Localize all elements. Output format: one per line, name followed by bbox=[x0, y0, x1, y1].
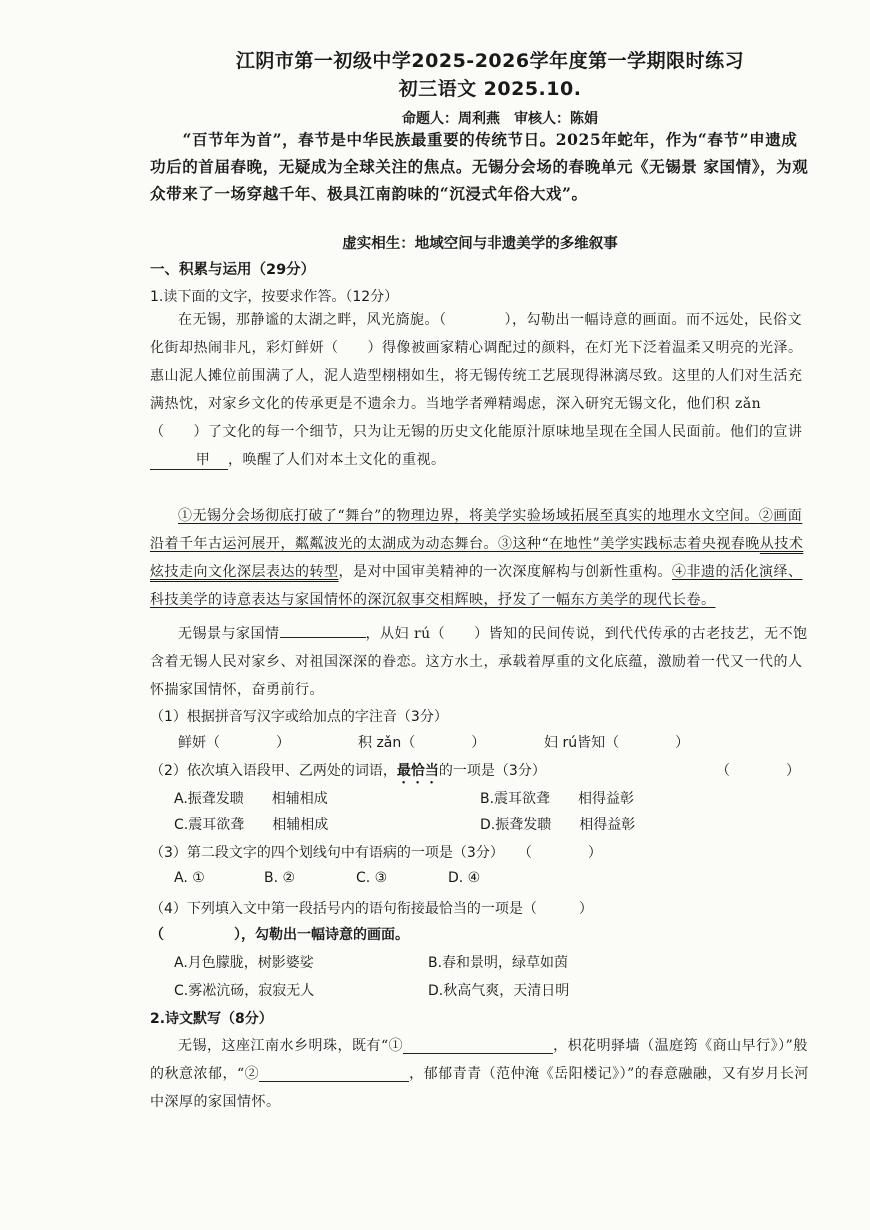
sub-question-1: （1）根据拼音写汉字或给加点的字注音（3分） bbox=[150, 709, 448, 725]
underlined-sentence-1: ①无锡分会场彻底打破了“舞台”的物理边界，将美学实验场域拓展至真实的地理水文空间。 bbox=[178, 508, 759, 524]
underlined-sentence-3b: 从技术炫技走向文化深层表达的转型 bbox=[150, 536, 804, 580]
passage-p1-end: ，唤醒了人们对本土文化的重视。 bbox=[228, 452, 446, 468]
sub3-option-b[interactable]: B. ② bbox=[264, 870, 296, 886]
q2-text-b: ，枳花明驿墙（温庭筠《商山早行》）”般的秋意浓郁，“② bbox=[150, 1038, 808, 1082]
sub2-answer-paren[interactable]: （ ） bbox=[716, 763, 800, 779]
sub4-continuation: （ ），勾勒出一幅诗意的画面。 bbox=[150, 927, 409, 943]
sub4-option-c[interactable]: C.雾凇沆砀，寂寂无人 bbox=[174, 983, 315, 999]
section-title: 虚实相生：地域空间与非遗美学的多维叙事 bbox=[342, 236, 618, 252]
sub4-option-a[interactable]: A.月色朦胧，树影婆娑 bbox=[174, 955, 314, 971]
sub-question-3: （3）第二段文字的四个划线句中有语病的一项是（3分） （ ） bbox=[150, 845, 602, 861]
sub-question-2 bbox=[150, 760, 810, 787]
passage-paragraph-3 bbox=[150, 620, 810, 704]
sub4-option-d[interactable]: D.秋高气爽，天清日明 bbox=[428, 983, 570, 999]
sub4-option-b[interactable]: B.春和景明，绿草如茵 bbox=[428, 955, 569, 971]
underlined-sentence-4: ④非遗的活化演绎、科技美学的诗意表达与家国情怀的深沉叙事交相辉映，抒发了一幅东方美学的现代长卷。 bbox=[150, 564, 803, 608]
exam-subtitle: 初三语文 2025.10. bbox=[398, 78, 582, 100]
sub2-option-c[interactable]: C.震耳欲聋 相辅相成 bbox=[174, 817, 329, 833]
sub2-option-a[interactable]: A.振聋发聩 相辅相成 bbox=[174, 791, 328, 807]
blank-yi[interactable] bbox=[280, 637, 366, 638]
passage-p3-text: ，从妇 rú（ ）皆知的民间传说，到代代传承的古老技艺，无不饱含着无锡人民对家乡、对祖国深深的眷恋。这方水土，承载着厚重的文化底蕴，激励着一代又一代的人怀揣家国情怀，奋勇前行。 bbox=[150, 626, 808, 698]
sub3-option-c[interactable]: C. ③ bbox=[356, 870, 388, 886]
passage-paragraph-2 bbox=[150, 502, 810, 614]
sub3-option-d[interactable]: D. ④ bbox=[448, 870, 481, 886]
q1-title: 1.读下面的文字，按要求作答。（12分） bbox=[150, 289, 399, 305]
blank-jia[interactable]: 甲 bbox=[150, 451, 228, 470]
q2-blank-2[interactable] bbox=[259, 1067, 409, 1082]
q2-text-a: 无锡，这座江南水乡明珠，既有“① bbox=[178, 1038, 404, 1054]
q2-title: 2.诗文默写（8分） bbox=[150, 1011, 273, 1027]
sub1-item-1[interactable]: 鲜妍（ ） bbox=[178, 735, 290, 751]
sub1-item-2[interactable]: 积 zǎn（ ） bbox=[358, 735, 486, 751]
sub2-emphasis: 最恰当 bbox=[396, 763, 439, 779]
sub2-text-c: 的一项是（3分） bbox=[438, 763, 546, 779]
exam-title: 江阴市第一初级中学2025-2026学年度第一学期限时练习 bbox=[235, 50, 745, 72]
sub2-option-b[interactable]: B.震耳欲聋 相得益彰 bbox=[480, 791, 635, 807]
part1-heading: 一、积累与运用（29分） bbox=[150, 262, 316, 278]
sub2-text-a: （2）依次填入语段甲、乙两处的词语， bbox=[150, 763, 397, 779]
passage-paragraph-1 bbox=[150, 306, 810, 474]
underlined-sentence-2: ②画面沿着千年古运河展开，粼粼波光的太湖成为动态舞台。 bbox=[150, 508, 803, 552]
intro-paragraph: “百节年为首”，春节是中华民族最重要的传统节日。2025年蛇年，作为“春节”申遗成功后的首届春晚，无疑成为全球关注的焦点。无锡分会场的春晚单元《无锡景 家国情》，为观众带来了一场穿越千年、极具江南韵味的“沉浸式年俗大戏”。 bbox=[150, 130, 809, 203]
q2-paragraph bbox=[150, 1032, 810, 1116]
passage-p3-start: 无锡景与家国情 bbox=[178, 626, 280, 642]
sub3-option-a[interactable]: A. ① bbox=[174, 870, 205, 886]
underlined-sentence-3a: ③这种“在地性”美学实践标志着央视春晚 bbox=[498, 536, 760, 552]
sub-question-4: （4）下列填入文中第一段括号内的语句衔接最恰当的一项是（ ） bbox=[150, 901, 593, 917]
sub1-item-3[interactable]: 妇 rú皆知（ ） bbox=[544, 735, 690, 751]
sub2-option-d[interactable]: D.振聋发聩 相得益彰 bbox=[480, 817, 636, 833]
q2-blank-1[interactable] bbox=[403, 1039, 553, 1054]
authors-line: 命题人：周利燕 审核人：陈娟 bbox=[402, 111, 598, 127]
sentence-3c: ，是对中国审美精神的一次深度解构与创新性重构。 bbox=[338, 564, 672, 580]
q2-text-c: ，郁郁青青（范仲淹《岳阳楼记》）”的春意融融，又有岁月长河中深厚的家国情怀。 bbox=[150, 1066, 809, 1110]
passage-p1-text: 在无锡，那静谧的太湖之畔，风光旖旎。（ ），勾勒出一幅诗意的画面。而不远处，民俗文化街却热闹非凡，彩灯鲜妍（ ）得像被画家精心调配过的颜料，在灯光下泛着温柔又明亮的光泽。惠山泥人摊位前围满了人，泥人造型栩栩如生，将无锡传统工艺展现得淋漓尽致。这里的人们对生活充满热忱，对家乡文化的传承更是不遗余力。当地学者殚精竭虑，深入研究无锡文化，他们积 zǎn（ ）了文化的每一个细节，只为让无锡的历史文化能原汁原味地呈现在全国人民面前。他们的宣讲 bbox=[150, 312, 803, 440]
